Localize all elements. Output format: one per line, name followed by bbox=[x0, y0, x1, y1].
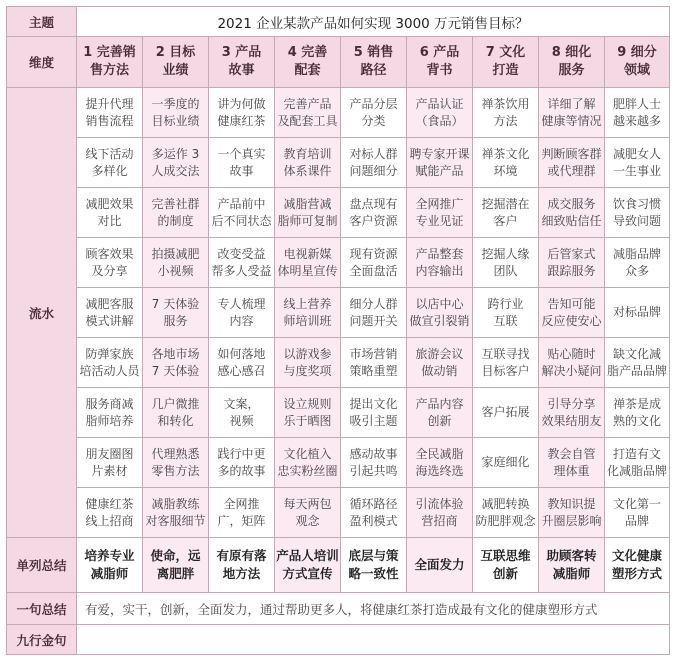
flow-cell: 提升代理 销售流程 bbox=[77, 88, 143, 138]
flow-cell: 细分人群 问题开关 bbox=[341, 288, 407, 338]
flow-cell: 全网推广 专业见证 bbox=[407, 188, 473, 238]
flow-cell: 对标人群 问题细分 bbox=[341, 138, 407, 188]
flow-cell: 一个真实 故事 bbox=[209, 138, 275, 188]
summary-cell: 产品人培训 方式宣传 bbox=[275, 538, 341, 593]
flow-cell: 减脂教练 对客服细节 bbox=[143, 488, 209, 538]
summary-cell: 全面发力 bbox=[407, 538, 473, 593]
flow-cell: 成交服务 细致贴信任 bbox=[539, 188, 605, 238]
flow-cell: 产品内容 创新 bbox=[407, 388, 473, 438]
flow-cell: 文案， 视频 bbox=[209, 388, 275, 438]
flow-cell: 肥胖人士 越来越多 bbox=[605, 88, 670, 138]
summary-cell: 使命，远 离肥胖 bbox=[143, 538, 209, 593]
dimension-header: 7 文化 打造 bbox=[473, 37, 539, 88]
dimension-header: 5 销售 路径 bbox=[341, 37, 407, 88]
flow-cell: 朋友圈图 片素材 bbox=[77, 438, 143, 488]
flow-cell: 拍摄减肥 小视频 bbox=[143, 238, 209, 288]
flow-cell: 产品前中 后不同状态 bbox=[209, 188, 275, 238]
dimension-header: 1 完善销 售方法 bbox=[77, 37, 143, 88]
flow-cell: 一季度的 目标业绩 bbox=[143, 88, 209, 138]
flow-row bbox=[7, 338, 670, 388]
flow-cell: 减脂品牌 众多 bbox=[605, 238, 670, 288]
flow-row bbox=[7, 188, 670, 238]
flow-row bbox=[7, 438, 670, 488]
flow-cell: 详细了解 健康等情况 bbox=[539, 88, 605, 138]
flow-cell: 现有资源 全面盘活 bbox=[341, 238, 407, 288]
summary-cell: 互联思维 创新 bbox=[473, 538, 539, 593]
dimension-header: 8 细化 服务 bbox=[539, 37, 605, 88]
flow-cell: 全民减脂 海选终选 bbox=[407, 438, 473, 488]
flow-cell: 后管家式 跟踪服务 bbox=[539, 238, 605, 288]
flow-cell: 互联寻找 目标客户 bbox=[473, 338, 539, 388]
flow-cell: 饮食习惯 导致问题 bbox=[605, 188, 670, 238]
flow-cell: 聘专家开课 赋能产品 bbox=[407, 138, 473, 188]
flow-cell: 家庭细化 bbox=[473, 438, 539, 488]
summary-cell: 文化健康 塑形方式 bbox=[605, 538, 670, 593]
flow-cell: 禅茶是成 熟的文化 bbox=[605, 388, 670, 438]
flow-cell: 以游戏参 与度奖项 bbox=[275, 338, 341, 388]
flow-cell: 多运作 3 人成交法 bbox=[143, 138, 209, 188]
flow-row bbox=[7, 238, 670, 288]
summary-cell: 有原有落 地方法 bbox=[209, 538, 275, 593]
summary-label: 单列总结 bbox=[7, 538, 77, 593]
flow-cell: 每天两包 观念 bbox=[275, 488, 341, 538]
flow-cell: 文化第一 品牌 bbox=[605, 488, 670, 538]
flow-cell: 跨行业 互联 bbox=[473, 288, 539, 338]
flow-cell: 线上营养 师培训班 bbox=[275, 288, 341, 338]
flow-cell: 电视新媒 体明星宣传 bbox=[275, 238, 341, 288]
dimension-header: 9 细分 领域 bbox=[605, 37, 670, 88]
flow-cell: 引流体验 营招商 bbox=[407, 488, 473, 538]
flow-cell: 教知识提 升圈层影响 bbox=[539, 488, 605, 538]
flow-cell: 感动故事 引起共鸣 bbox=[341, 438, 407, 488]
flow-label: 流水 bbox=[7, 88, 77, 538]
flow-cell: 贴心随时 解决小疑问 bbox=[539, 338, 605, 388]
flow-cell: 对标品牌 bbox=[605, 288, 670, 338]
flow-cell: 防弹家族 培活动人员 bbox=[77, 338, 143, 388]
flow-cell: 市场营销 策略重塑 bbox=[341, 338, 407, 388]
flow-cell: 完善社群 的制度 bbox=[143, 188, 209, 238]
flow-cell: 判断顾客群 或代理群 bbox=[539, 138, 605, 188]
flow-row bbox=[7, 388, 670, 438]
flow-cell: 健康红茶 线上招商 bbox=[77, 488, 143, 538]
flow-cell: 践行中更 多的故事 bbox=[209, 438, 275, 488]
flow-cell: 设立规则 乐于晒图 bbox=[275, 388, 341, 438]
flow-row bbox=[7, 138, 670, 188]
flow-cell: 几户微推 和转化 bbox=[143, 388, 209, 438]
flow-cell: 教会自管 理体重 bbox=[539, 438, 605, 488]
flow-cell: 减脂营减 脂师可复制 bbox=[275, 188, 341, 238]
flow-cell: 禅茶文化 环境 bbox=[473, 138, 539, 188]
flow-cell: 7 天体验 服务 bbox=[143, 288, 209, 338]
theme-label: 主题 bbox=[7, 7, 77, 37]
flow-cell: 线下活动 多样化 bbox=[77, 138, 143, 188]
flow-cell: 减肥效果 对比 bbox=[77, 188, 143, 238]
flow-cell: 减肥客服 模式讲解 bbox=[77, 288, 143, 338]
flow-cell: 缺文化减 脂产品品牌 bbox=[605, 338, 670, 388]
dimension-row bbox=[7, 37, 670, 88]
dimension-header: 4 完善 配套 bbox=[275, 37, 341, 88]
summary-cell: 底层与策 略一致性 bbox=[341, 538, 407, 593]
flow-cell: 顾客效果 及分享 bbox=[77, 238, 143, 288]
theme-text: 2021 企业某款产品如何实现 3000 万元销售目标？ bbox=[77, 7, 670, 37]
flow-cell: 禅茶饮用 方法 bbox=[473, 88, 539, 138]
sentence-text: 有爱，实干，创新，全面发力，通过帮助更多人，将健康红茶打造成最有文化的健康塑形方式 bbox=[77, 593, 670, 625]
flow-cell: 旅游会议 做动销 bbox=[407, 338, 473, 388]
flow-cell: 产品认证 （食品） bbox=[407, 88, 473, 138]
flow-cell: 挖掘人缘 团队 bbox=[473, 238, 539, 288]
flow-cell: 循环路径 盈利模式 bbox=[341, 488, 407, 538]
summary-cell: 培养专业 减脂师 bbox=[77, 538, 143, 593]
theme-row bbox=[7, 7, 670, 37]
flow-cell: 告知可能 反应使安心 bbox=[539, 288, 605, 338]
flow-cell: 打造有文 化减脂品牌 bbox=[605, 438, 670, 488]
flow-cell: 文化植入 忠实粉丝圈 bbox=[275, 438, 341, 488]
flow-cell: 如何落地 感心感召 bbox=[209, 338, 275, 388]
golden-label: 九行金句 bbox=[7, 625, 77, 655]
flow-cell: 引导分享 效果结朋友 bbox=[539, 388, 605, 438]
dimension-header: 6 产品 背书 bbox=[407, 37, 473, 88]
table-body bbox=[7, 7, 670, 655]
flow-cell: 服务商减 脂师培养 bbox=[77, 388, 143, 438]
flow-cell: 客户拓展 bbox=[473, 388, 539, 438]
flow-row bbox=[7, 488, 670, 538]
flow-cell: 各地市场 7 天体验 bbox=[143, 338, 209, 388]
dimension-header: 2 目标 业绩 bbox=[143, 37, 209, 88]
flow-row bbox=[7, 88, 670, 138]
dimension-header: 3 产品 故事 bbox=[209, 37, 275, 88]
flow-cell: 以店中心 做宣引裂销 bbox=[407, 288, 473, 338]
golden-row bbox=[7, 625, 670, 655]
flow-cell: 挖掘潜在 客户 bbox=[473, 188, 539, 238]
flow-cell: 教育培训 体系课件 bbox=[275, 138, 341, 188]
summary-row bbox=[7, 538, 670, 593]
flow-cell: 减肥转换 防肥胖观念 bbox=[473, 488, 539, 538]
sentence-label: 一句总结 bbox=[7, 593, 77, 625]
sentence-row bbox=[7, 593, 670, 625]
flow-cell: 全网推 广，矩阵 bbox=[209, 488, 275, 538]
flow-cell: 代理熟悉 零售方法 bbox=[143, 438, 209, 488]
summary-cell: 助顾客转 减脂师 bbox=[539, 538, 605, 593]
golden-text bbox=[77, 625, 670, 655]
flow-cell: 产品分层 分类 bbox=[341, 88, 407, 138]
plan-table bbox=[6, 6, 670, 655]
flow-cell: 完善产品 及配套工具 bbox=[275, 88, 341, 138]
flow-cell: 专人梳理 内容 bbox=[209, 288, 275, 338]
flow-row bbox=[7, 288, 670, 338]
dimension-label: 维度 bbox=[7, 37, 77, 88]
flow-cell: 讲为何做 健康红茶 bbox=[209, 88, 275, 138]
flow-cell: 产品整套 内容输出 bbox=[407, 238, 473, 288]
flow-cell: 减肥女人 一生事业 bbox=[605, 138, 670, 188]
flow-cell: 盘点现有 客户资源 bbox=[341, 188, 407, 238]
flow-cell: 改变受益 帮多人受益 bbox=[209, 238, 275, 288]
flow-cell: 提出文化 吸引主题 bbox=[341, 388, 407, 438]
